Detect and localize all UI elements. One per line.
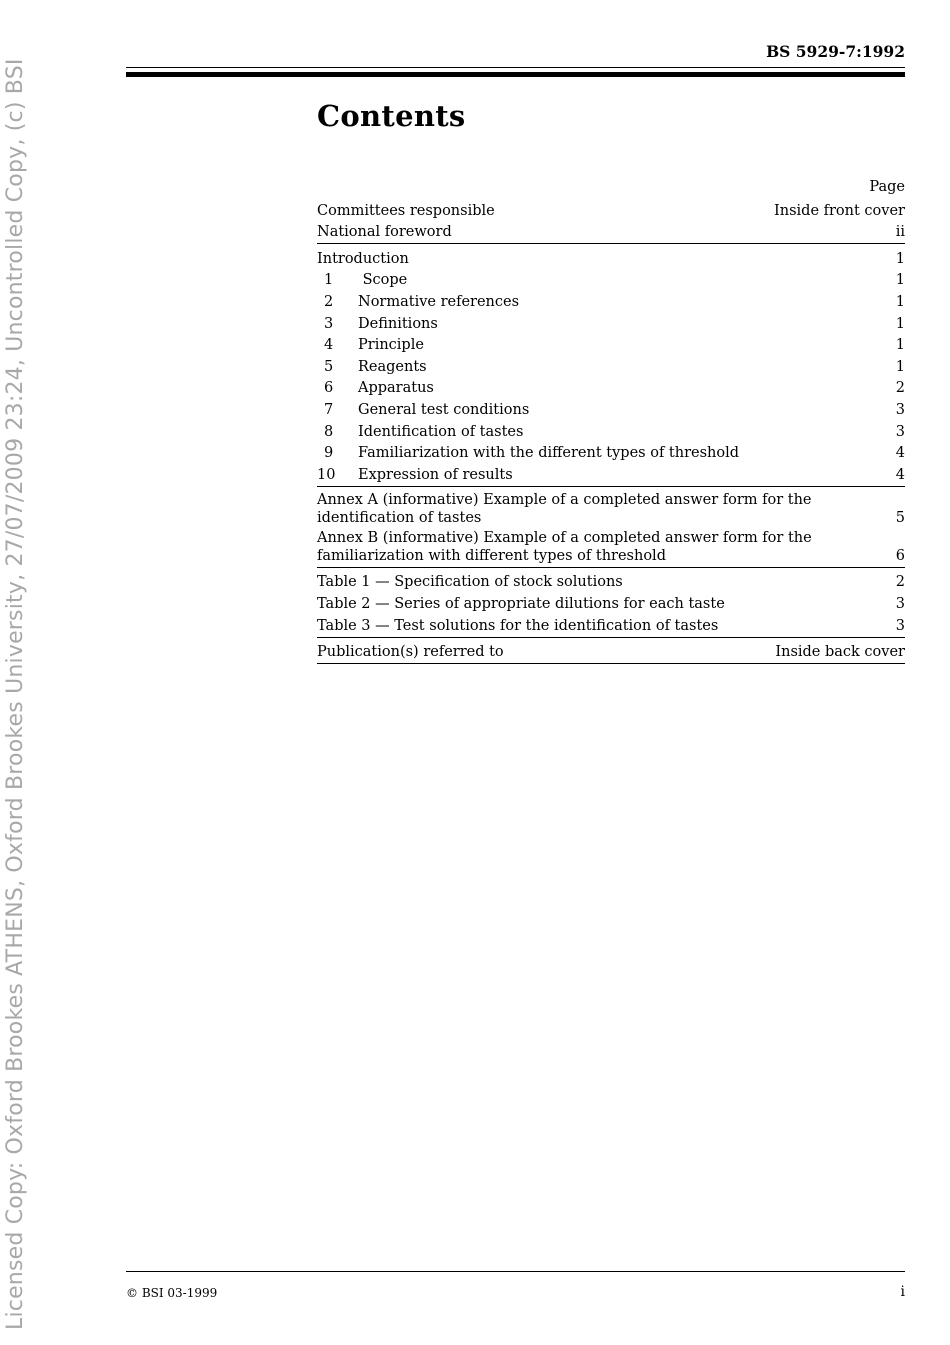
toc-entry-label: Publication(s) referred to (317, 644, 504, 661)
toc-entry-page: 4 (895, 445, 905, 462)
page-column-header: Page (869, 179, 905, 195)
toc-entry-page: 1 (895, 315, 905, 332)
clause-number: 9 (324, 445, 334, 462)
toc-entry[interactable] (317, 397, 905, 419)
toc-entry-page: 4 (895, 466, 905, 483)
toc-entry-label: Table 2 — Series of appropriate dilutions for each taste (317, 595, 725, 612)
clause-number: 3 (324, 315, 334, 332)
toc-entry-page: 1 (895, 337, 905, 354)
clause-number: 8 (324, 423, 334, 440)
toc-entry[interactable] (317, 419, 905, 441)
toc-entry-label: Scope (358, 272, 408, 289)
toc-entry-page: 5 (895, 509, 905, 526)
clause-number: 7 (324, 401, 334, 418)
toc-entry-page: 3 (895, 595, 905, 612)
toc-entry-page: 1 (895, 250, 905, 267)
toc-entry[interactable] (317, 570, 905, 592)
toc-entry[interactable] (317, 311, 905, 333)
footer-rule (126, 1271, 905, 1272)
toc-entry[interactable] (317, 613, 905, 635)
toc-entry[interactable] (317, 198, 905, 220)
toc-group-clauses (317, 246, 905, 487)
toc-entry-label: Normative references (358, 293, 520, 310)
toc-entry-page: 3 (895, 423, 905, 440)
toc-entry-label: Expression of results (358, 466, 513, 483)
toc-group-back-matter (317, 640, 905, 665)
toc-entry-label: Principle (358, 337, 424, 354)
toc-entry-page: 3 (895, 401, 905, 418)
toc-entry-label: General test conditions (358, 401, 530, 418)
toc-entry-page: 3 (895, 617, 905, 634)
toc-entry-label: National foreword (317, 224, 452, 241)
toc-entry[interactable] (317, 289, 905, 311)
toc-entry-page: Inside front cover (774, 202, 905, 219)
toc-entry[interactable] (317, 268, 905, 290)
toc-group-annexes (317, 489, 905, 568)
table-of-contents (317, 177, 905, 666)
toc-entry-label: Annex B (informative) Example of a completed answer form for the familiarization with different types of threshold (317, 529, 812, 564)
toc-entry-label: Committees responsible (317, 202, 495, 219)
toc-entry[interactable] (317, 333, 905, 355)
toc-entry-page: 2 (895, 380, 905, 397)
toc-entry-label: Identification of tastes (358, 423, 524, 440)
toc-entry-label: Reagents (358, 358, 427, 375)
toc-entry-label: Introduction (317, 250, 409, 267)
toc-entry[interactable] (317, 489, 905, 527)
toc-entry[interactable] (317, 591, 905, 613)
toc-entry[interactable] (317, 527, 905, 565)
toc-group-front-matter (317, 198, 905, 244)
header-rule-thin (126, 67, 905, 68)
header-rule-thick (126, 72, 905, 77)
toc-entry-label: Familiarization with the different types of threshold (358, 445, 740, 462)
page-number: i (900, 1284, 905, 1300)
toc-entry-label: Table 3 — Test solutions for the identification of tastes (317, 617, 719, 634)
toc-entry[interactable] (317, 246, 905, 268)
toc-entry-page: Inside back cover (775, 644, 905, 661)
toc-entry-label: Apparatus (358, 380, 434, 397)
document-id: BS 5929-7:1992 (766, 42, 905, 61)
toc-entry[interactable] (317, 462, 905, 484)
toc-group-tables (317, 570, 905, 638)
toc-entry-label: Table 1 — Specification of stock solutions (317, 574, 623, 591)
clause-number: 6 (324, 380, 334, 397)
page-title: Contents (317, 99, 466, 133)
toc-entry[interactable] (317, 354, 905, 376)
copyright-notice: © BSI 03-1999 (126, 1286, 218, 1300)
clause-number: 4 (324, 337, 334, 354)
toc-entry[interactable] (317, 441, 905, 463)
toc-entry[interactable] (317, 220, 905, 242)
toc-entry-page: 1 (895, 272, 905, 289)
toc-entry-label: Annex A (informative) Example of a completed answer form for the identification of tastes (317, 491, 812, 526)
clause-number: 5 (324, 358, 334, 375)
clause-number: 1 (324, 272, 334, 289)
toc-entry[interactable] (317, 376, 905, 398)
toc-entry-page: 1 (895, 358, 905, 375)
toc-entry-page: 2 (895, 574, 905, 591)
clause-number: 2 (324, 293, 334, 310)
toc-entry-page: 6 (895, 547, 905, 564)
toc-entry[interactable] (317, 640, 905, 662)
toc-entry-page: ii (895, 224, 905, 241)
toc-entry-label: Definitions (358, 315, 438, 332)
toc-entry-page: 1 (895, 293, 905, 310)
clause-number: 10 (317, 466, 336, 483)
license-watermark: Licensed Copy: Oxford Brookes ATHENS, Oxford Brookes University, 27/07/2009 23:24, Uncontrolled Copy, (c) BSI (3, 58, 28, 1330)
